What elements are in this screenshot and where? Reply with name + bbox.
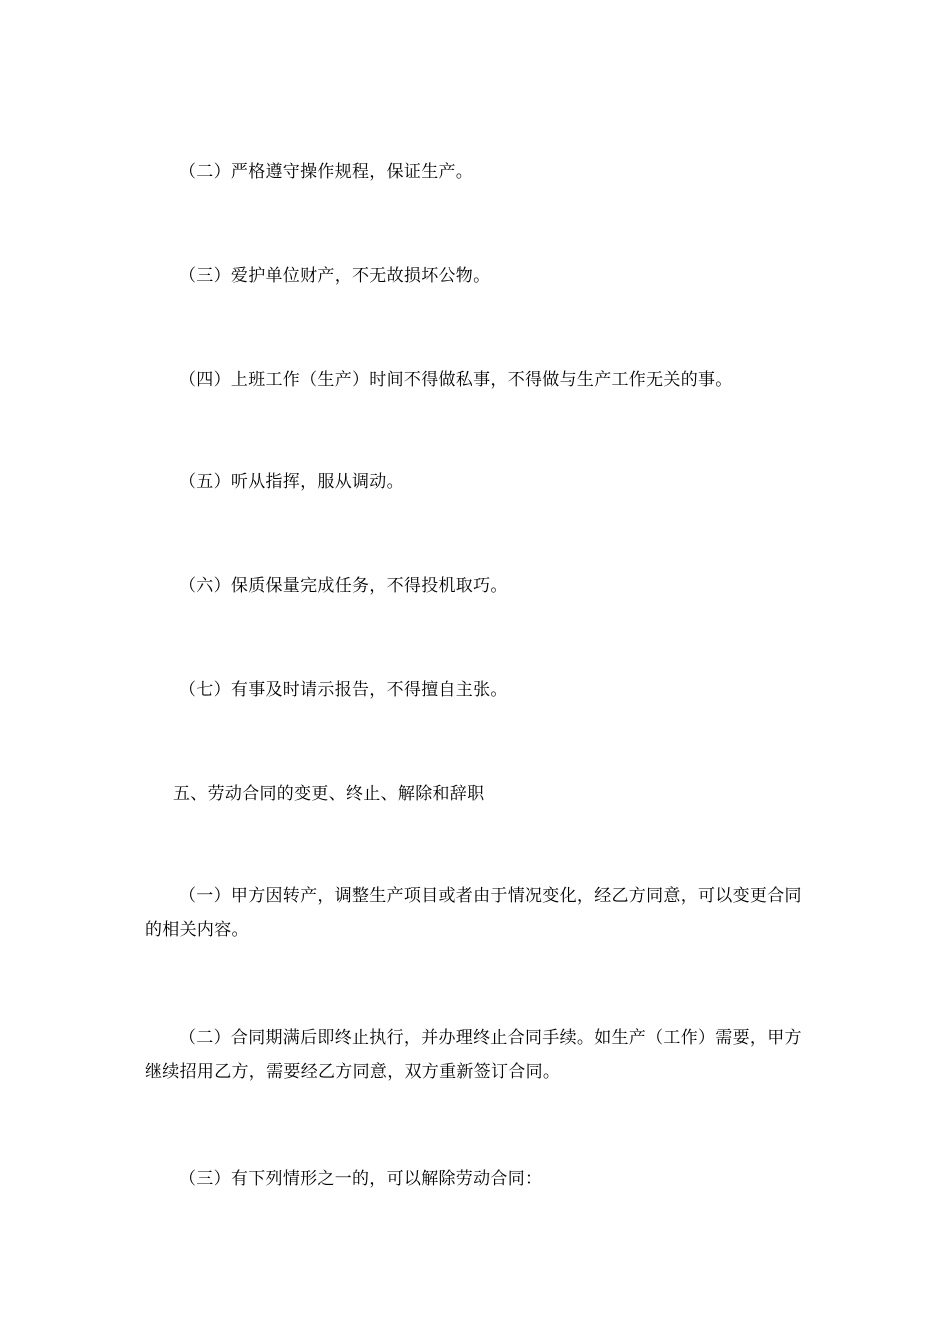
clause-7-report-timely: （七）有事及时请示报告，不得擅自主张。	[179, 680, 508, 700]
clause-4-no-private-matters: （四）上班工作（生产）时间不得做私事，不得做与生产工作无关的事。	[179, 370, 733, 390]
clause-2-operating-rules: （二）严格遵守操作规程，保证生产。	[179, 162, 474, 182]
clause-6-quality-tasks: （六）保质保量完成任务，不得投机取巧。	[179, 576, 508, 596]
section-5-clause-3: （三）有下列情形之一的，可以解除劳动合同：	[179, 1169, 543, 1189]
section-5-heading: 五、劳动合同的变更、终止、解除和辞职	[173, 784, 485, 804]
clause-5-follow-command: （五）听从指挥，服从调动。	[179, 472, 404, 492]
clause-3-protect-property: （三）爱护单位财产，不无故损坏公物。	[179, 266, 491, 286]
section-5-clause-2: （二）合同期满后即终止执行，并办理终止合同手续。如生产（工作）需要，甲方继续招用乙方，需要经乙方同意，双方重新签订合同。	[145, 1028, 802, 1082]
section-5-clause-1: （一）甲方因转产，调整生产项目或者由于情况变化，经乙方同意，可以变更合同的相关内容。	[145, 886, 802, 940]
